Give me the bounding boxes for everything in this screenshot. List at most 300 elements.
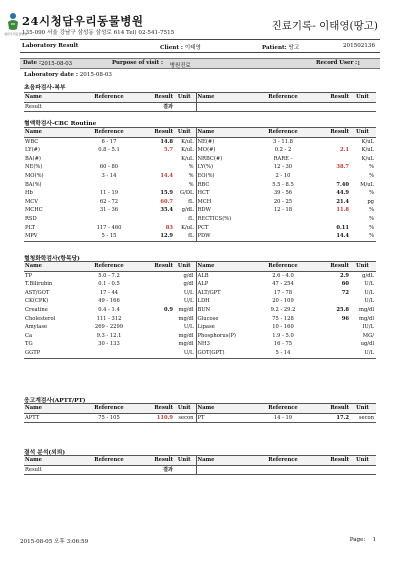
cell-reference: 5 - 15 — [78, 232, 140, 241]
table-row — [24, 306, 376, 315]
column-header-reference: Reference — [254, 456, 312, 466]
cell-name: Result — [24, 102, 78, 112]
cell-name: Phosphorus(P) — [197, 332, 236, 339]
column-header-unit: Unit — [350, 404, 376, 414]
cell-name: NH3 — [197, 341, 210, 348]
cell-name: Cholesterol — [25, 315, 56, 322]
cell-reference — [78, 181, 140, 190]
cell-reference — [254, 215, 312, 224]
cell-unit: fL — [174, 198, 196, 207]
column-header-reference: Reference — [254, 93, 312, 103]
lab-date-field — [24, 72, 112, 78]
column-header-name: Name — [196, 93, 254, 103]
table-row — [24, 137, 376, 146]
cell-name: AST/GOT — [25, 289, 50, 296]
cell-reference: 30 - 133 — [98, 341, 120, 348]
cell-unit: fL — [174, 232, 196, 241]
cell-result — [312, 465, 350, 475]
hospital-logo-icon — [6, 12, 20, 32]
cell-result: 결과 — [140, 102, 174, 112]
cell-result: 35.4 — [160, 207, 173, 214]
cell-result — [312, 297, 350, 306]
cell-name: MO(#) — [197, 147, 216, 154]
cell-unit: % — [369, 224, 374, 231]
cell-unit: mg/dl — [174, 306, 196, 315]
cell-result — [140, 215, 174, 224]
cell-reference — [78, 155, 140, 164]
cell-reference: 62 - 72 — [99, 198, 119, 205]
cell-unit — [350, 102, 376, 112]
table-row — [24, 155, 376, 164]
cell-reference: 31 - 36 — [99, 207, 119, 214]
cell-unit: G/DL — [174, 189, 196, 198]
cell-result: 38.7 — [336, 164, 349, 171]
cell-result — [140, 289, 174, 298]
cell-result — [140, 340, 174, 349]
cell-result: 60.7 — [160, 198, 173, 205]
column-header-result: Result — [312, 404, 350, 414]
cell-name: BA(%) — [25, 181, 42, 188]
hospital-name: 24시청담우리동물병원 — [22, 14, 144, 28]
cell-result: 15.9 — [160, 190, 173, 197]
column-header-reference: Reference — [78, 456, 140, 466]
cell-name: BA(#) — [25, 155, 41, 162]
cell-unit: K/uL — [361, 138, 374, 145]
cell-unit: M/uL — [360, 181, 374, 188]
cell-name: HCT — [197, 190, 210, 197]
cell-unit: % — [369, 190, 374, 197]
cell-name: EO(%) — [197, 172, 215, 179]
cell-unit: secon — [174, 413, 196, 423]
table-row — [24, 315, 376, 324]
cell-result — [140, 297, 174, 306]
cell-reference: 10 - 160 — [272, 324, 294, 331]
logo-caption: 청담우리동물병원 — [4, 32, 28, 36]
cell-name: TP — [25, 272, 32, 279]
cell-unit: mg/dl — [359, 315, 374, 322]
cell-name: Result — [24, 465, 78, 475]
cell-reference: 0.8 - 5.1 — [98, 147, 120, 154]
cell-name: Hb — [25, 190, 33, 197]
cell-name: Glucose — [197, 315, 219, 322]
cell-result: 21.4 — [336, 198, 349, 205]
visit-date-value: 2015-08-03 — [40, 61, 73, 67]
cell-reference — [78, 349, 140, 358]
cell-unit: U/L — [174, 323, 196, 332]
cell-name: RBC — [197, 181, 210, 188]
column-header-result: Result — [140, 93, 174, 103]
column-header-unit: Unit — [174, 456, 196, 466]
cell-reference: 12 - 18 — [273, 207, 293, 214]
cell-result: 25.8 — [336, 306, 349, 313]
table-row — [24, 198, 376, 207]
cell-unit: U/L — [174, 289, 196, 298]
column-header-result: Result — [140, 456, 174, 466]
cell-unit: U/L — [364, 281, 374, 288]
cell-name: PCT — [197, 224, 209, 231]
visit-purpose-value: 병원진료 — [169, 63, 191, 69]
lab-date-value: 2015-08-03 — [79, 72, 112, 78]
cell-unit: % — [174, 181, 196, 190]
cell-name: CK(CPK) — [25, 298, 49, 305]
cell-reference: 20 - 25 — [273, 198, 293, 205]
cell-name: ALT/GPT — [197, 289, 221, 296]
cell-name: TG — [25, 341, 33, 348]
page-number — [350, 537, 376, 543]
visit-purpose-label: Purpose of visit : — [112, 60, 163, 66]
cell-reference: 11 - 19 — [99, 190, 119, 197]
cell-unit: IU/L — [362, 324, 374, 331]
cell-reference: 9.2 - 29.2 — [270, 306, 296, 313]
column-header-reference: Reference — [78, 404, 140, 414]
cell-result: 14.4 — [312, 232, 350, 241]
column-header-result: Result — [140, 262, 174, 272]
cell-unit: mg/dl — [359, 306, 374, 313]
cell-result — [312, 349, 350, 358]
cell-reference: 5 - 14 — [254, 349, 312, 358]
lab-table — [24, 261, 376, 359]
lab-result-label: Laboratory Result — [22, 43, 79, 49]
cell-unit: pg — [367, 198, 374, 205]
cell-unit — [174, 465, 196, 475]
column-header-reference: Reference — [78, 128, 140, 138]
cell-name: Ca — [25, 332, 33, 339]
column-header-name: Name — [24, 456, 78, 466]
cell-unit: mg/dl — [174, 315, 196, 324]
cell-name: Amylase — [25, 324, 48, 331]
cell-unit: U/L — [364, 289, 374, 296]
cell-reference: 12 - 30 — [273, 164, 293, 171]
patient-id: 201502136 — [343, 43, 376, 49]
cell-reference — [78, 102, 140, 112]
column-header-result: Result — [140, 404, 174, 414]
client-label: Client : — [160, 45, 183, 51]
section-title: 결석 분석(외뢰) — [24, 450, 66, 456]
column-header-unit: Unit — [350, 128, 376, 138]
cell-reference: 2.6 - 4.0 — [272, 272, 294, 279]
column-header-name: Name — [24, 404, 78, 414]
cell-unit: mg/dl — [174, 332, 196, 341]
print-timestamp: 2015-08-05 오후 3:06:59 — [20, 539, 89, 545]
column-header-unit: Unit — [350, 93, 376, 103]
cell-reference: 3 - 11.8 — [273, 138, 293, 145]
patient-field — [262, 43, 299, 51]
cell-result — [140, 271, 174, 280]
cell-reference: 47 - 254 — [272, 281, 294, 288]
cell-unit: U/L — [350, 349, 376, 358]
table-header-row — [24, 262, 376, 272]
cell-result — [140, 155, 174, 164]
cell-reference: 60 - 80 — [99, 164, 119, 171]
cell-reference — [254, 224, 312, 233]
table-header-row — [24, 93, 376, 103]
cell-result: 83 — [165, 224, 173, 231]
cell-unit: g/dL — [174, 206, 196, 215]
cell-unit: % — [369, 207, 374, 214]
column-header-unit: Unit — [174, 404, 196, 414]
cell-reference — [78, 465, 140, 475]
cell-name: WBC — [25, 138, 39, 145]
cell-unit — [174, 102, 196, 112]
lab-table — [24, 455, 376, 475]
cell-result: 44.9 — [336, 190, 349, 197]
patient-label: Patient: — [262, 45, 287, 51]
column-header-name: Name — [24, 262, 78, 272]
table-row — [24, 232, 376, 241]
cell-name: NRBC(#) — [197, 155, 223, 162]
cell-name: BUN — [197, 306, 211, 313]
cell-reference — [78, 215, 140, 224]
cell-reference: 0.2 - 2 — [274, 147, 292, 154]
column-header-reference: Reference — [254, 262, 312, 272]
cell-unit: g/dL — [362, 272, 374, 279]
cell-result: 14.8 — [160, 138, 173, 145]
info-divider — [20, 52, 380, 53]
cell-reference: 0.1 - 0.5 — [98, 281, 120, 288]
table-row — [24, 172, 376, 181]
table-row — [24, 349, 376, 358]
cell-result: 7.40 — [336, 181, 349, 188]
column-header-unit: Unit — [174, 93, 196, 103]
table-row — [24, 163, 376, 172]
table-row — [24, 181, 376, 190]
cell-name: ALB — [197, 272, 209, 279]
cell-result — [140, 280, 174, 289]
cell-result — [312, 137, 350, 146]
cell-result — [312, 340, 350, 349]
cell-reference: 39 - 56 — [273, 190, 293, 197]
column-header-unit: Unit — [174, 128, 196, 138]
cell-name: Lipase — [197, 324, 215, 331]
cell-name: LDH — [197, 298, 210, 305]
cell-name: MCH — [197, 198, 212, 205]
cell-unit — [350, 465, 376, 475]
cell-result: 2.1 — [339, 147, 349, 154]
cell-unit: % — [369, 172, 374, 179]
table-row — [24, 189, 376, 198]
cell-reference: 75 - 105 — [78, 413, 140, 423]
column-header-reference: Reference — [254, 404, 312, 414]
header-divider — [20, 39, 380, 40]
table-row — [24, 146, 376, 155]
cell-result: 72 — [341, 289, 349, 296]
cell-result: 0.11 — [336, 224, 349, 231]
cell-reference: 1.9 - 5.0 — [272, 332, 294, 339]
cell-reference: 111 - 312 — [96, 315, 122, 322]
section-title: 혈청화학검사(항목당) — [24, 256, 80, 262]
cell-result — [312, 102, 350, 112]
table-header-row — [24, 404, 376, 414]
cell-reference: 6 - 17 — [101, 138, 117, 145]
cell-name: NE(%) — [25, 164, 43, 171]
cell-name: MCHC — [25, 207, 43, 214]
column-header-reference: Reference — [78, 262, 140, 272]
cell-result: 60 — [341, 281, 349, 288]
cell-name: RSD — [25, 215, 37, 222]
column-header-name: Name — [196, 262, 254, 272]
cell-name: MCV — [25, 198, 39, 205]
cell-unit: % — [369, 215, 374, 222]
cell-result: 결과 — [140, 465, 174, 475]
column-header-reference: Reference — [254, 128, 312, 138]
column-header-result: Result — [140, 128, 174, 138]
cell-unit: g/dl — [174, 271, 196, 280]
cell-result: 5.7 — [163, 147, 173, 154]
table-header-row — [24, 128, 376, 138]
cell-result — [140, 349, 174, 358]
lab-table — [24, 127, 376, 242]
column-header-result: Result — [312, 456, 350, 466]
cell-reference: 269 - 2299 — [94, 324, 124, 331]
cell-result: 0.9 — [163, 306, 173, 313]
cell-name: LY(#) — [25, 147, 40, 154]
cell-unit: g/dl — [174, 280, 196, 289]
table-row — [24, 465, 376, 475]
column-header-unit: Unit — [350, 262, 376, 272]
cell-unit: K/uL — [174, 137, 196, 146]
lab-table — [24, 92, 376, 112]
column-header-name: Name — [24, 93, 78, 103]
table-row — [24, 215, 376, 224]
cell-reference: 20 - 109 — [272, 298, 294, 305]
cell-unit: K/uL — [361, 147, 374, 154]
cell-name: GOT(GPT) — [196, 349, 254, 358]
cell-result: 110.9 — [140, 413, 174, 423]
cell-unit: ug/dl — [360, 341, 374, 348]
cell-name: MPV — [24, 232, 78, 241]
visit-purpose-field — [112, 60, 191, 69]
cell-unit: % — [174, 163, 196, 172]
column-header-name: Name — [196, 404, 254, 414]
cell-result: 12.9 — [140, 232, 174, 241]
client-value: 이태영 — [184, 45, 201, 51]
column-header-result: Result — [312, 93, 350, 103]
cell-reference — [254, 232, 312, 241]
cell-reference: 5.0 - 7.2 — [98, 272, 120, 279]
client-field — [160, 43, 201, 51]
column-header-name: Name — [196, 128, 254, 138]
cell-name — [196, 102, 254, 112]
column-header-reference: Reference — [78, 93, 140, 103]
cell-unit: U/L — [364, 298, 374, 305]
cell-name: RECTICS(%) — [197, 215, 232, 222]
table-row — [24, 271, 376, 280]
visit-date-field — [23, 60, 73, 67]
cell-result: 11.8 — [336, 207, 349, 214]
cell-reference — [254, 102, 312, 112]
column-header-name: Name — [24, 128, 78, 138]
cell-result — [312, 332, 350, 341]
cell-result: 14.4 — [160, 172, 173, 179]
column-header-result: Result — [312, 262, 350, 272]
cell-name: MO(%) — [25, 172, 44, 179]
cell-name: APTT — [24, 413, 78, 423]
cell-name: Creatine — [25, 306, 48, 313]
cell-unit: MG/ — [362, 332, 374, 339]
page-value: 1 — [372, 537, 376, 543]
table-row — [24, 332, 376, 341]
cell-result — [312, 172, 350, 181]
record-user-field — [316, 60, 361, 67]
cell-reference — [254, 465, 312, 475]
cell-result — [312, 215, 350, 224]
table-header-row — [24, 456, 376, 466]
cell-reference: 17 - 44 — [99, 289, 119, 296]
cell-name: LY(%) — [197, 164, 214, 171]
table-row — [24, 289, 376, 298]
cell-name: GGTP — [24, 349, 78, 358]
cell-name: ALP — [197, 281, 209, 288]
lab-table — [24, 403, 376, 423]
cell-name: RDW — [197, 207, 211, 214]
cell-name — [196, 465, 254, 475]
hospital-address: 135-090 서울 강남구 삼성동 삼성로 614 Tel) 02-541-7515 — [22, 30, 175, 36]
cell-reference: 17 - 78 — [273, 289, 293, 296]
cell-reference: 0.4 - 1.4 — [98, 306, 120, 313]
cell-result — [140, 332, 174, 341]
cell-unit: U/L — [174, 297, 196, 306]
column-header-result: Result — [312, 128, 350, 138]
visit-date-label: Date : — [23, 60, 41, 66]
lab-date-label: Laboratory date : — [24, 72, 78, 78]
section-title: 혈액학검사-CBC Routine — [24, 121, 97, 127]
patient-value: 땅고 — [288, 45, 300, 51]
cell-reference: 16 - 75 — [273, 341, 293, 348]
cell-reference: 3 - 14 — [101, 172, 117, 179]
cell-unit: % — [350, 232, 376, 241]
section-title: 초음파검사-복부 — [24, 85, 66, 91]
document-title: 진료기록- 이태영(땅고) — [271, 20, 378, 32]
cell-unit: K/uL — [174, 146, 196, 155]
cell-reference: 117 - 460 — [96, 224, 122, 231]
cell-reference: 75 - 128 — [272, 315, 294, 322]
table-row — [24, 224, 376, 233]
cell-result: 96 — [341, 315, 349, 322]
table-row — [24, 206, 376, 215]
column-header-unit: Unit — [350, 456, 376, 466]
cell-name: NE(#) — [197, 138, 215, 145]
table-row — [24, 280, 376, 289]
column-header-name: Name — [196, 456, 254, 466]
cell-unit: K/uL — [174, 224, 196, 233]
table-row — [24, 340, 376, 349]
cell-name: PT — [196, 413, 254, 423]
section-title: 응고계검사(APTT/PT) — [24, 398, 86, 404]
table-row — [24, 413, 376, 423]
cell-reference: 49 - 166 — [98, 298, 120, 305]
cell-unit: K/uL — [174, 155, 196, 164]
cell-name: T.Bilirubin — [25, 281, 53, 288]
cell-name: PDW — [196, 232, 254, 241]
cell-result: 2.9 — [339, 272, 349, 279]
table-row — [24, 323, 376, 332]
table-row — [24, 102, 376, 112]
cell-reference: RARE - — [273, 155, 293, 162]
cell-reference: 5.5 - 8.5 — [272, 181, 294, 188]
cell-result — [140, 323, 174, 332]
cell-result: 17.2 — [312, 413, 350, 423]
cell-reference: 14 - 19 — [254, 413, 312, 423]
cell-unit: secon — [350, 413, 376, 423]
record-user-label: Record User : — [316, 60, 358, 66]
cell-name: PLT — [25, 224, 35, 231]
cell-unit: % — [369, 164, 374, 171]
cell-result — [140, 315, 174, 324]
visit-band — [20, 58, 380, 69]
cell-unit: U/L — [174, 349, 196, 358]
page-label: Page: — [349, 537, 366, 543]
cell-result — [140, 163, 174, 172]
